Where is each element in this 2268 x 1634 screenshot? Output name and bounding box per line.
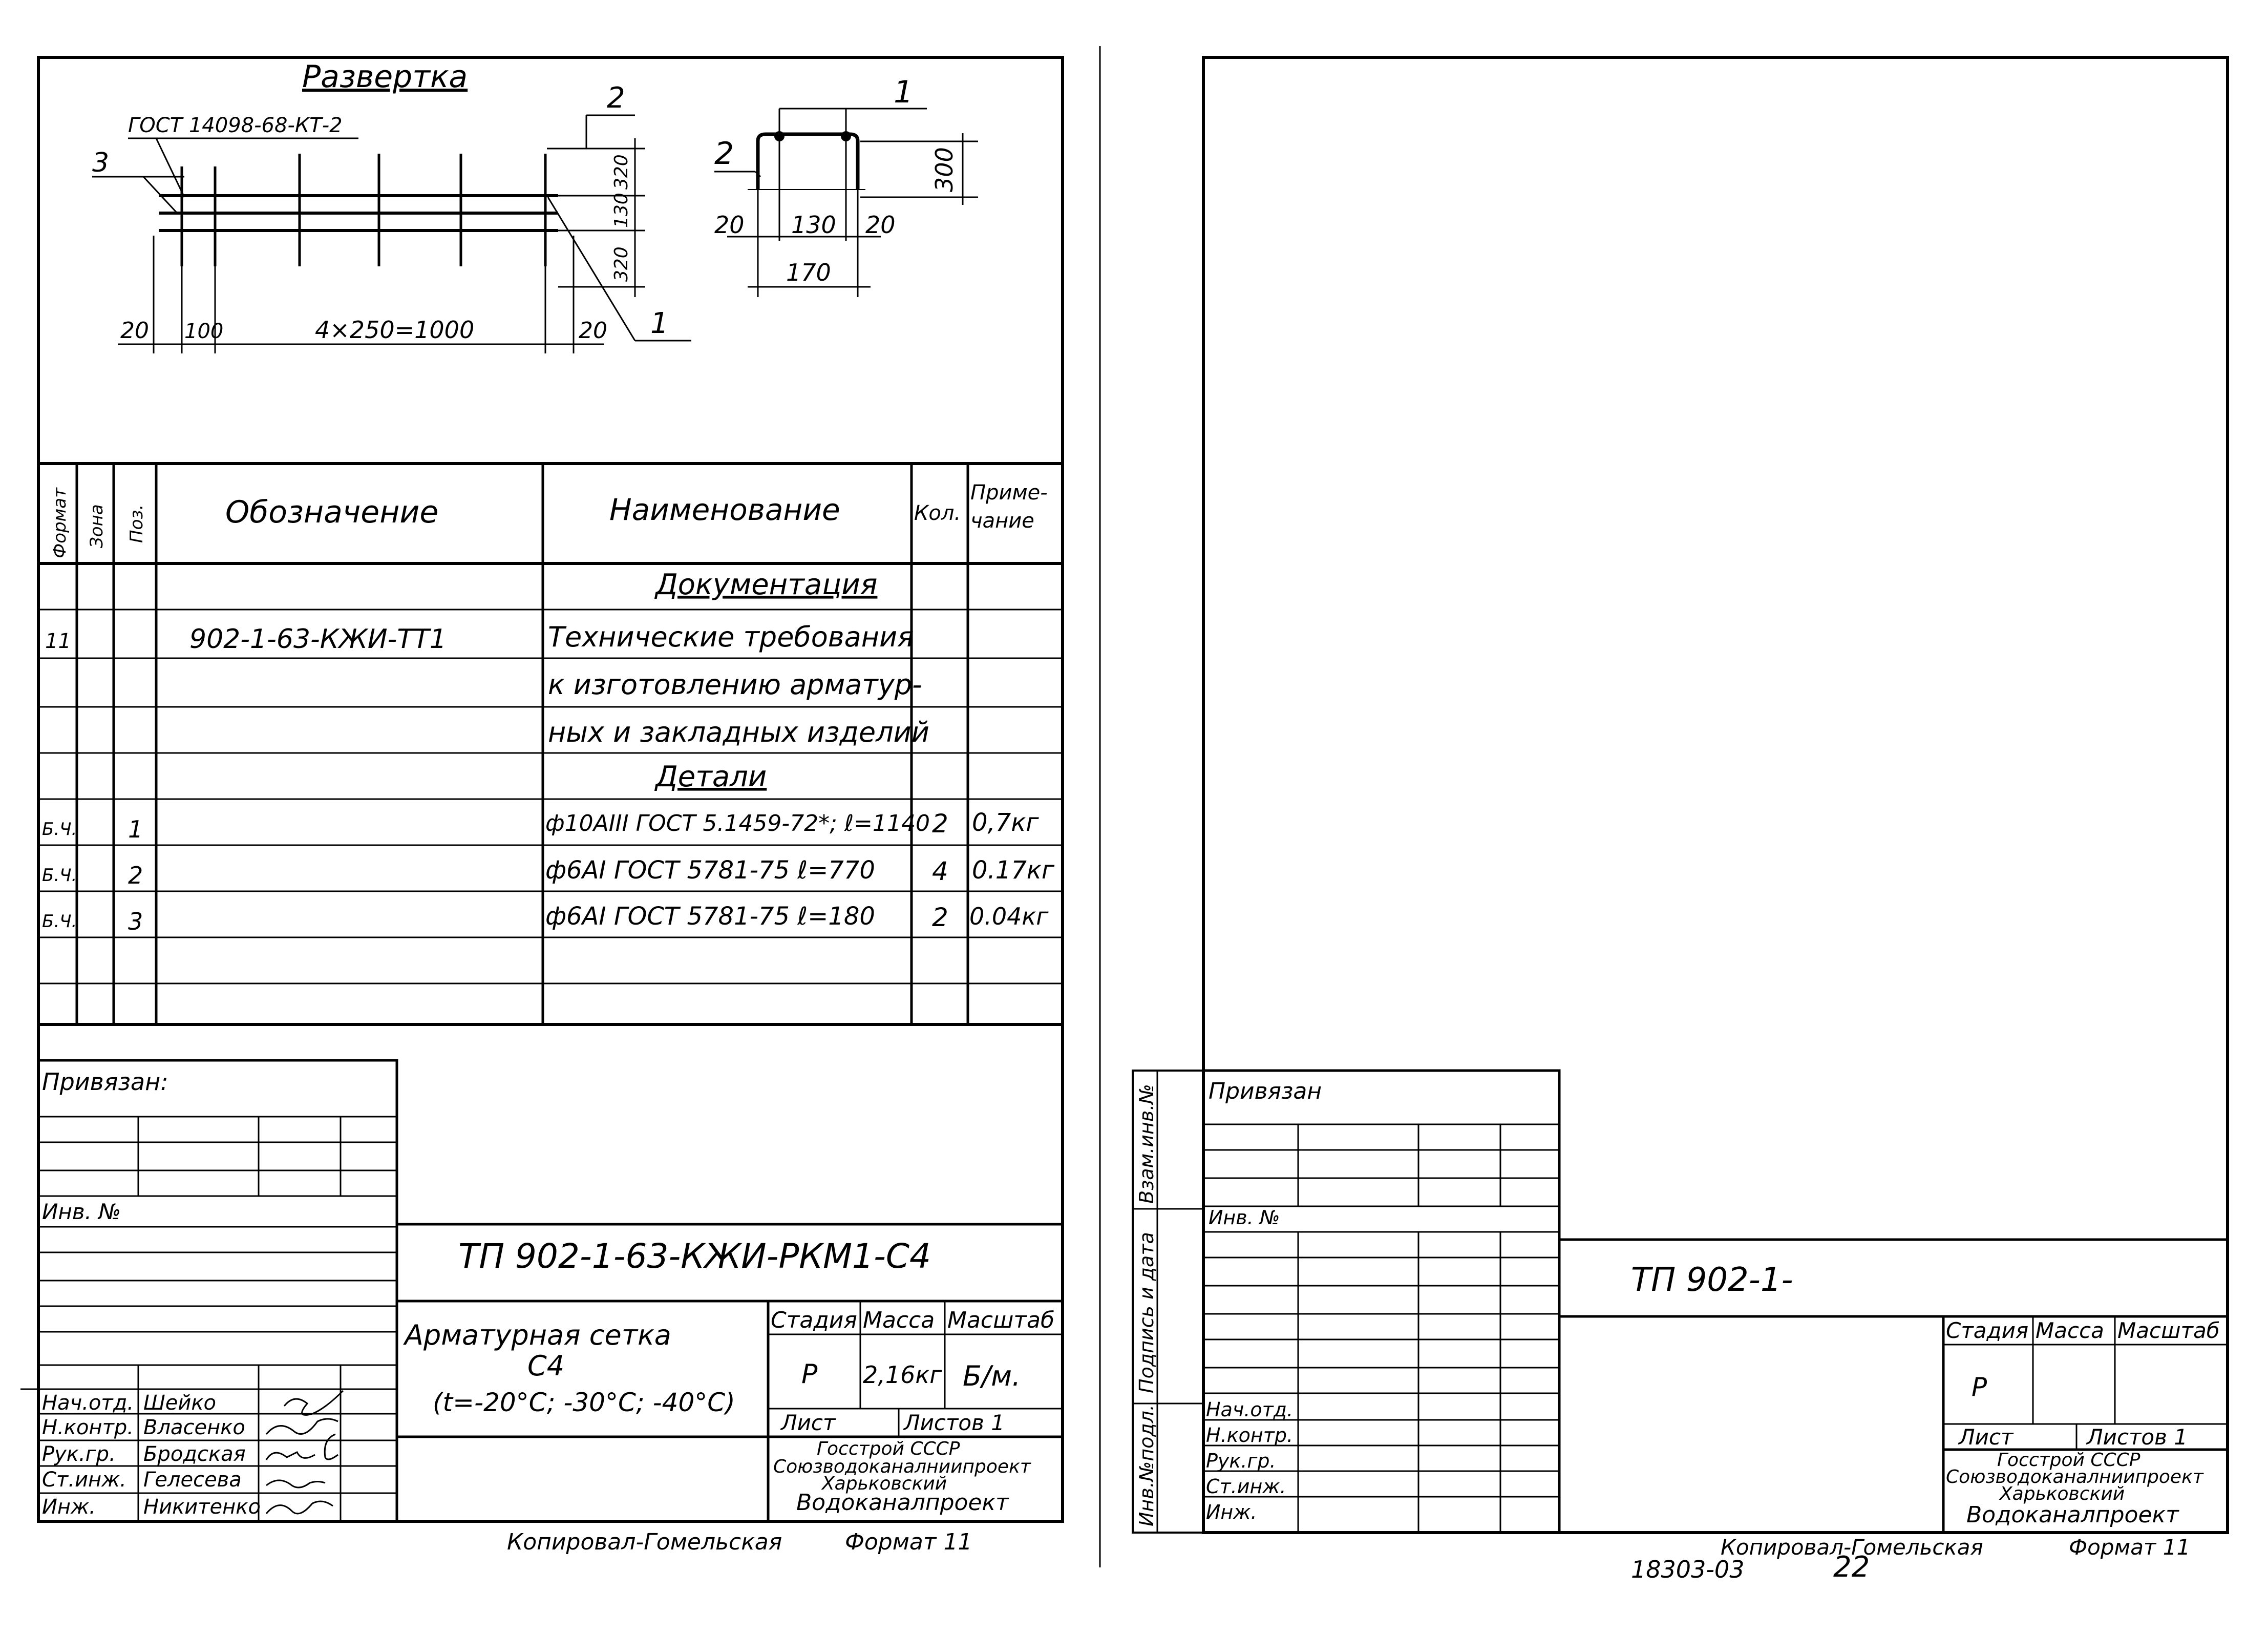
signature-4 [266, 1480, 325, 1488]
hdr-qty: Кол. [914, 501, 961, 525]
masshtab-label: Масштаб [947, 1307, 1055, 1333]
hdr-zone: Зона [87, 504, 107, 548]
signature-5 [266, 1501, 333, 1514]
hdr-designation: Обозначение [225, 494, 439, 530]
person-1: Шейко [143, 1391, 217, 1415]
dim-20-left: 20 [120, 318, 149, 344]
sect-dim-300: 300 [930, 147, 958, 192]
page-number: 22 [1833, 1551, 1870, 1584]
table-row [548, 716, 929, 748]
role-4: Ст.инж. [1206, 1475, 1286, 1498]
org-1: Госстрой СССР [1997, 1450, 2140, 1471]
signature-1 [284, 1391, 343, 1415]
org-2: Союзводоканалниипроект [773, 1456, 1031, 1477]
cell-format: Б.Ч. [42, 819, 77, 840]
cell-note: 0.04кг [969, 903, 1049, 930]
section-drawing [714, 74, 978, 297]
person-2: Власенко [143, 1416, 245, 1439]
list-label: Лист [1959, 1424, 2013, 1450]
hdr-format: Формат [50, 488, 70, 558]
table-row [654, 760, 767, 793]
cell-name: ф10АIII ГОСТ 5.1459-72*; ℓ=1140 [545, 810, 930, 836]
role-4: Ст.инж. [42, 1468, 126, 1492]
sect-dim-130: 130 [791, 211, 836, 239]
inv-no-label: Инв. № [1209, 1206, 1280, 1229]
dim-v-130: 130 [611, 193, 632, 228]
cell-name: Технические требования [548, 621, 914, 653]
cell-pos: 1 [128, 815, 143, 843]
section-documentation: Документация [655, 568, 878, 601]
stadia-label: Стадия [771, 1307, 857, 1333]
masshtab-value: Б/м. [963, 1360, 1021, 1392]
stamp-number: 18303-03 [1631, 1556, 1745, 1583]
person-4: Гелесева [143, 1468, 242, 1492]
doc-code: ТП 902-1- [1631, 1261, 1793, 1299]
dim-4x250: 4×250=1000 [315, 316, 475, 344]
cell-qty: 4 [932, 856, 948, 886]
cell-name: ф6АI ГОСТ 5781-75 ℓ=180 [545, 902, 875, 931]
table-row [42, 902, 1049, 935]
dim-20-right: 20 [579, 318, 607, 344]
table-row [42, 808, 1039, 843]
footer-copied: Копировал-Гомельская [1721, 1535, 1983, 1560]
dim-100: 100 [184, 320, 224, 343]
role-5: Инж. [1206, 1501, 1257, 1523]
org-3: Харьковский [2000, 1483, 2125, 1504]
stadia-value: Р [801, 1359, 818, 1390]
cell-note: 0.17кг [972, 856, 1055, 885]
stadia-label: Стадия [1946, 1318, 2029, 1343]
doc-code: ТП 902-1-63-КЖИ-РКМ1-С4 [458, 1237, 931, 1276]
sect-dim-170: 170 [786, 259, 831, 286]
dim-v-320-top: 320 [611, 154, 632, 190]
doc-name-3: (t=-20°С; -30°С; -40°С) [433, 1388, 735, 1417]
inv-no-label: Инв. № [42, 1199, 121, 1224]
cell-name: ных и закладных изделий [548, 716, 929, 748]
footer-format: Формат 11 [845, 1529, 972, 1555]
massa-value: 2,16кг [863, 1361, 942, 1389]
footer-format: Формат 11 [2069, 1535, 2191, 1560]
cell-format: 11 [45, 630, 71, 653]
org-2: Союзводоканалниипроект [1946, 1467, 2203, 1488]
role-2: Н.контр. [1206, 1424, 1294, 1447]
sect-dim-20-left: 20 [714, 211, 745, 239]
privyazan-label: Привязан: [42, 1068, 168, 1096]
doc-name-1: Арматурная сетка [405, 1319, 671, 1351]
role-2: Н.контр. [42, 1416, 134, 1439]
masshtab-label: Масштаб [2117, 1318, 2220, 1343]
table-row [45, 621, 914, 655]
left-sheet [20, 57, 1063, 1555]
dim-v-320-bottom: 320 [611, 246, 632, 282]
org-4: Водоканалпроект [1966, 1502, 2179, 1528]
development-drawing [92, 59, 691, 353]
hdr-name: Наименование [609, 492, 840, 527]
massa-label: Масса [863, 1307, 935, 1333]
side-vzam: Взам.инв.№ [1135, 1084, 1158, 1204]
sect-dim-20-right: 20 [865, 211, 896, 239]
cell-name: ф6АI ГОСТ 5781-75 ℓ=770 [545, 856, 875, 885]
pos-label-3: 3 [92, 148, 110, 178]
listov-label: Листов 1 [904, 1410, 1005, 1435]
privyazan-label: Привязан [1209, 1078, 1322, 1104]
pos-label-2: 2 [607, 81, 625, 115]
role-1: Нач.отд. [42, 1391, 134, 1415]
hdr-note-1: Приме- [970, 481, 1048, 505]
stadia-value: Р [1972, 1372, 1987, 1402]
role-3: Рук.гр. [42, 1442, 116, 1466]
footer-copied: Копировал-Гомельская [507, 1529, 782, 1555]
signature-3 [266, 1434, 338, 1460]
org-4: Водоканалпроект [796, 1490, 1009, 1516]
cell-format: Б.Ч. [42, 865, 77, 886]
cell-designation: 902-1-63-КЖИ-ТТ1 [189, 624, 447, 655]
side-podpis: Подпись и дата [1135, 1232, 1158, 1393]
right-sheet [1133, 57, 2228, 1584]
cell-format: Б.Ч. [42, 911, 77, 932]
massa-label: Масса [2036, 1318, 2104, 1343]
hdr-pos: Поз. [126, 504, 147, 543]
title-block-right [1203, 1071, 2228, 1533]
role-1: Нач.отд. [1206, 1398, 1294, 1421]
list-label: Лист [781, 1410, 836, 1435]
listov-label: Листов 1 [2087, 1424, 2188, 1450]
cell-note: 0,7кг [972, 808, 1039, 837]
drawing-title: Развертка [302, 59, 468, 95]
role-5: Инж. [42, 1495, 96, 1519]
cell-name: к изготовлению арматур- [548, 668, 922, 701]
person-5: Никитенко [143, 1495, 261, 1519]
spec-table [38, 464, 1063, 1024]
role-3: Рук.гр. [1206, 1450, 1276, 1472]
table-row [548, 668, 922, 701]
table-row [42, 856, 1055, 889]
org-3: Харьковский [822, 1473, 947, 1494]
sect-pos-2: 2 [714, 136, 734, 172]
cell-pos: 2 [128, 862, 143, 889]
title-block-left [20, 1060, 1063, 1521]
section-details: Детали [655, 760, 767, 793]
org-1: Госстрой СССР [817, 1438, 960, 1459]
cell-qty: 2 [932, 903, 948, 932]
pos-label-1: 1 [650, 307, 669, 340]
signature-2 [266, 1419, 338, 1434]
cell-pos: 3 [128, 908, 143, 935]
sect-pos-1: 1 [894, 74, 914, 110]
table-row [654, 568, 877, 601]
doc-name-2: С4 [527, 1350, 565, 1382]
hdr-note-2: чание [970, 509, 1034, 533]
person-3: Бродская [143, 1442, 246, 1466]
cell-qty: 2 [932, 809, 948, 839]
side-inv-podl: Инв.№подл. [1135, 1404, 1158, 1526]
gost-callout: ГОСТ 14098-68-КТ-2 [128, 114, 343, 137]
